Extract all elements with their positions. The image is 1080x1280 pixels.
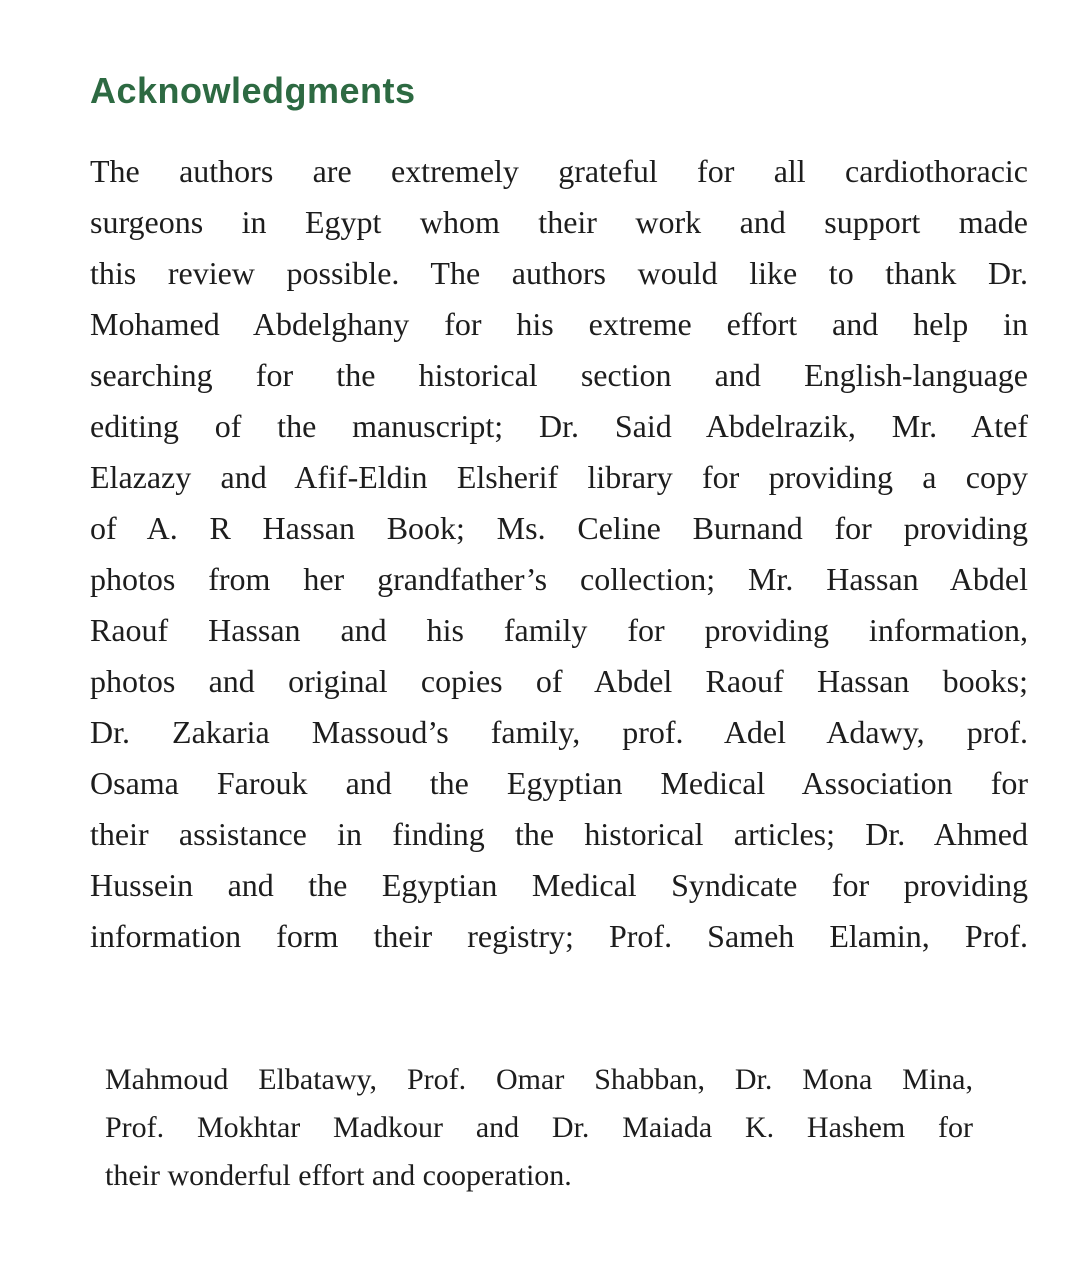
- acknowledgments-continuation-paragraph: [105, 1056, 973, 1200]
- text-line: their assistance in finding the historical articles; Dr. Ahmed: [90, 816, 1028, 852]
- acknowledgments-paragraph: [90, 146, 1028, 962]
- text-line: of A. R Hassan Book; Ms. Celine Burnand for providing: [90, 510, 1028, 546]
- text-line: searching for the historical section and English-language: [90, 357, 1028, 393]
- text-line: Hussein and the Egyptian Medical Syndicate for providing: [90, 867, 1028, 903]
- text-line: Elazazy and Afif-Eldin Elsherif library for providing a copy: [90, 459, 1028, 495]
- text-line: Raouf Hassan and his family for providing information,: [90, 612, 1028, 648]
- text-line: The authors are extremely grateful for all cardiothoracic: [90, 153, 1028, 189]
- text-line: editing of the manuscript; Dr. Said Abdelrazik, Mr. Atef: [90, 408, 1028, 444]
- text-line: photos from her grandfather’s collection; Mr. Hassan Abdel: [90, 561, 1028, 597]
- text-line: this review possible. The authors would like to thank Dr.: [90, 255, 1028, 291]
- text-line: their wonderful effort and cooperation.: [105, 1159, 572, 1192]
- text-line: photos and original copies of Abdel Raouf Hassan books;: [90, 663, 1028, 699]
- text-line: Mohamed Abdelghany for his extreme effort and help in: [90, 306, 1028, 342]
- text-line: Dr. Zakaria Massoud’s family, prof. Adel Adawy, prof.: [90, 714, 1028, 750]
- acknowledgments-heading: Acknowledgments: [90, 70, 416, 111]
- text-line: Prof. Mokhtar Madkour and Dr. Maiada K. Hashem for: [105, 1111, 973, 1144]
- text-line: surgeons in Egypt whom their work and support made: [90, 204, 1028, 240]
- text-line: Osama Farouk and the Egyptian Medical Association for: [90, 765, 1028, 801]
- text-line: information form their registry; Prof. Sameh Elamin, Prof.: [90, 918, 1028, 954]
- text-line: Mahmoud Elbatawy, Prof. Omar Shabban, Dr. Mona Mina,: [105, 1063, 973, 1096]
